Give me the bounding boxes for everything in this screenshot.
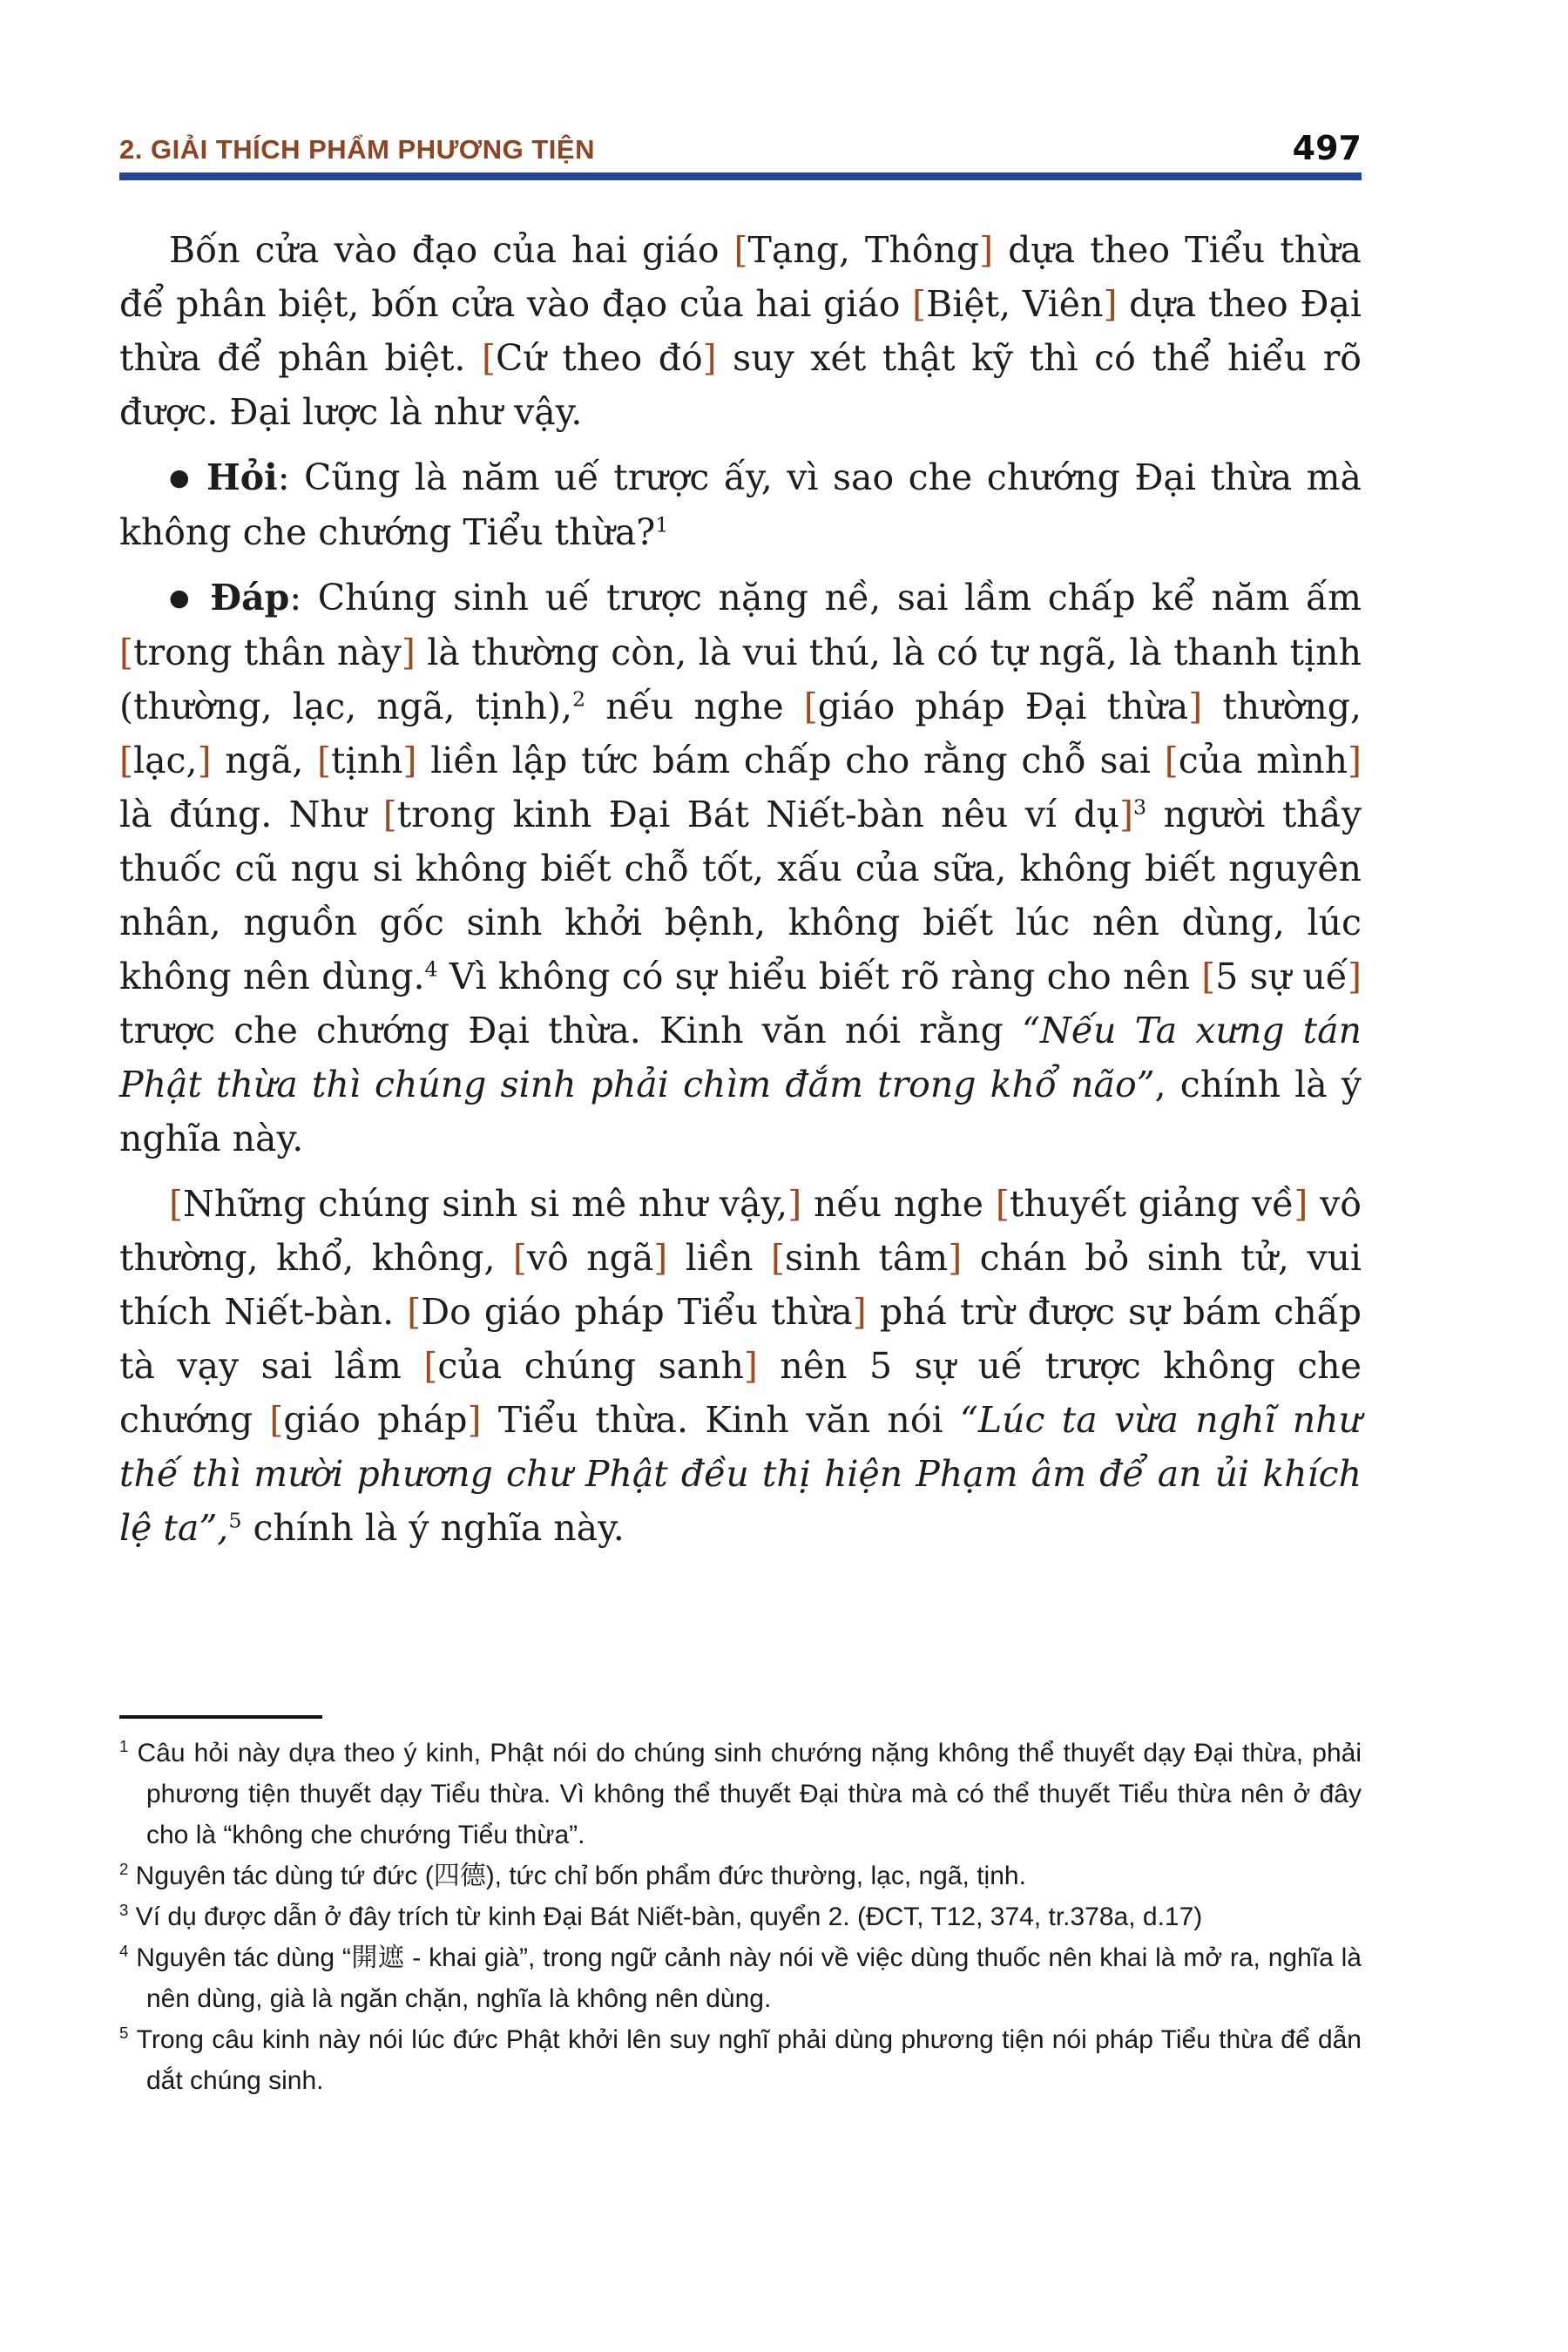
footnote-text: Câu hỏi này dựa theo ý kinh, Phật nói do chúng sinh chướng nặng không thể thuyết dạy Đại thừa, phải phương tiện thuyết dạy Tiểu thừa. Vì không thể thuyết Đại thừa mà có thể thuyết Tiểu thừa nên ở đây cho là “không che chướng Tiểu thừa”. — [128, 1739, 1362, 1849]
bracket-open-mark: [ — [803, 686, 818, 727]
text-segment: là đúng. Như — [119, 794, 383, 835]
text-segment: người thầy thuốc cũ ngu si không biết chỗ tốt, xấu của sữa, không biết nguyên nhân, nguồn gốc sinh khởi bệnh, không biết lúc nên dùng, lúc không nên dùng. — [119, 794, 1362, 997]
text-segment: Hỏi — [206, 456, 278, 498]
footnote — [119, 2019, 1362, 2101]
body-paragraph — [119, 450, 1362, 559]
bracketed-text: vô ngã — [526, 1237, 654, 1279]
bracket-close-mark: ] — [787, 1183, 802, 1225]
footnote-number: 1 — [119, 1737, 129, 1755]
footnote-ref: 1 — [655, 512, 669, 537]
bracketed-text: của mình — [1178, 740, 1348, 781]
bracket-open-mark: [ — [482, 337, 497, 379]
bracket-open-mark: [ — [733, 229, 748, 271]
bracket-open-mark: [ — [317, 740, 332, 781]
bracket-open-mark: [ — [382, 794, 397, 835]
bracket-close-mark: ] — [852, 1291, 867, 1333]
bracket-open-mark: [ — [407, 1291, 422, 1333]
footnote-text: Ví dụ được dẫn ở đây trích từ kinh Đại Bát Niết-bàn, quyển 2. (ĐCT, T12, 374, tr.378a, d.17) — [128, 1903, 1203, 1931]
text-segment: là thường còn, là vui thú, là có tự ngã, là thanh tịnh (thường, lạc, ngã, tịnh), — [119, 632, 1362, 727]
text-segment: chính là ý nghĩa này. — [241, 1507, 625, 1549]
chapter-header: 2. GIẢI THÍCH PHẨM PHƯƠNG TIỆN — [119, 134, 595, 165]
page-number: 497 — [1292, 129, 1362, 167]
bracket-close-mark: ] — [1103, 283, 1118, 325]
bracketed-text: của chúng sanh — [437, 1345, 744, 1387]
bracket-close-mark: ] — [1348, 740, 1362, 781]
text-segment: Tiểu thừa. Kinh văn nói — [481, 1399, 960, 1441]
bracket-open-mark: [ — [269, 1399, 284, 1441]
bracketed-text: tịnh — [331, 740, 403, 781]
bracket-open-mark: [ — [1164, 740, 1179, 781]
footnote-text: Trong câu kinh này nói lúc đức Phật khởi lên suy nghĩ phải dùng phương tiện nói pháp Tiểu thừa để dẫn dắt chúng sinh. — [128, 2025, 1362, 2095]
bracket-close-mark: ] — [401, 632, 416, 673]
bracketed-text: thuyết giảng về — [1009, 1183, 1294, 1225]
footnote-ref: 4 — [424, 956, 438, 982]
bracketed-text: trong thân này — [133, 632, 402, 673]
text-segment: “Nếu Ta xưng tán Phật thừa thì chúng sinh phải chìm đắm trong khổ não” — [119, 1010, 1362, 1105]
footnote — [119, 1896, 1362, 1937]
text-segment: vô thường, khổ, không, — [119, 1183, 1362, 1279]
text-segment: “Lúc ta vừa nghĩ như thế thì mười phương chư Phật đều thị hiện Phạm âm để an ủi khích lệ ta”, — [119, 1399, 1362, 1549]
footnote-number: 2 — [119, 1860, 129, 1878]
footnote-number: 3 — [119, 1901, 129, 1919]
bracket-open-mark: [ — [995, 1183, 1010, 1225]
bracketed-text: Tạng, Thông — [747, 229, 980, 271]
bullet-icon: ● — [169, 585, 211, 612]
footnote-ref: 2 — [572, 686, 586, 712]
footnotes — [119, 1733, 1362, 2101]
bracket-close-mark: ] — [197, 740, 212, 781]
text-segment: dựa theo Đại thừa để phân biệt. — [119, 283, 1362, 379]
body-paragraph — [119, 223, 1362, 439]
text-segment: dựa theo Tiểu thừa để phân biệt, bốn cửa vào đạo của hai giáo — [119, 229, 1362, 325]
bracketed-text: lạc, — [133, 740, 198, 781]
bracketed-text: Do giáo pháp Tiểu thừa — [421, 1291, 853, 1333]
text-segment: trược che chướng Đại thừa. Kinh văn nói rằng — [119, 1010, 1022, 1051]
bracket-close-mark: ] — [1294, 1183, 1308, 1225]
footnote-ref: 5 — [228, 1508, 242, 1533]
bracket-open-mark: [ — [119, 632, 133, 673]
text-segment: Vì không có sự hiểu biết rõ ràng cho nên — [437, 956, 1202, 997]
footnote-ref: 3 — [1133, 794, 1147, 820]
text-segment: Đáp — [210, 577, 290, 618]
bracket-open-mark: [ — [912, 283, 927, 325]
bullet-icon: ● — [169, 464, 207, 491]
bracket-close-mark: ] — [948, 1237, 963, 1279]
bracketed-text: giáo pháp — [283, 1399, 468, 1441]
bracket-close-mark: ] — [653, 1237, 668, 1279]
text-segment: , chính là ý nghĩa này. — [119, 1064, 1362, 1159]
bracket-open-mark: [ — [771, 1237, 785, 1279]
header-rule — [119, 172, 1362, 180]
footnote — [119, 1733, 1362, 1855]
bracket-close-mark: ] — [467, 1399, 482, 1441]
footnote-text: Nguyên tác dùng “開遮 - khai già”, trong ngữ cảnh này nói về việc dùng thuốc nên khai là mở ra, nghĩa là nên dùng, già là ngăn chặn, nghĩa là không nên dùng. — [128, 1943, 1362, 2013]
text-segment: phá trừ được sự bám chấp tà vạy sai lầm — [119, 1291, 1362, 1387]
bracket-close-mark: ] — [743, 1345, 758, 1387]
page-header — [119, 122, 1362, 167]
text-segment: nếu nghe — [585, 686, 804, 727]
footnote-number: 4 — [119, 1942, 129, 1960]
bracketed-text: Cứ theo đó — [496, 337, 703, 379]
bracket-open-mark: [ — [1201, 956, 1216, 997]
bracket-close-mark: ] — [1348, 956, 1362, 997]
text-segment: liền — [667, 1237, 771, 1279]
text-segment: : Chúng sinh uế trược nặng nề, sai lầm chấp kể năm ấm — [289, 577, 1362, 618]
text-segment: : Cũng là năm uế trược ấy, vì sao che chướng Đại thừa mà không che chướng Tiểu thừa? — [119, 456, 1362, 553]
bracket-open-mark: [ — [423, 1345, 438, 1387]
footnote — [119, 1855, 1362, 1896]
bracket-close-mark: ] — [702, 337, 717, 379]
bracket-close-mark: ] — [1119, 794, 1134, 835]
bracketed-text: giáo pháp Đại thừa — [817, 686, 1189, 727]
body-text — [119, 223, 1362, 1566]
bracketed-text: 5 sự uế — [1215, 956, 1348, 997]
bracketed-text: Biệt, Viên — [926, 283, 1104, 325]
bracket-close-mark: ] — [402, 740, 417, 781]
text-segment: suy xét thật kỹ thì có thể hiểu rõ được. Đại lược là như vậy. — [119, 337, 1362, 433]
bracket-open-mark: [ — [169, 1183, 183, 1225]
bracketed-text: trong kinh Đại Bát Niết-bàn nêu ví dụ — [396, 794, 1120, 835]
body-paragraph — [119, 571, 1362, 1166]
bracket-open-mark: [ — [512, 1237, 527, 1279]
bracketed-text: Những chúng sinh si mê như vậy, — [183, 1183, 788, 1225]
bracket-close-mark: ] — [979, 229, 994, 271]
footnote-text: Nguyên tác dùng tứ đức (四德), tức chỉ bốn phẩm đức thường, lạc, ngã, tịnh. — [128, 1862, 1026, 1890]
footnote-separator — [119, 1715, 322, 1719]
footnote-number: 5 — [119, 2024, 129, 2042]
text-segment: chán bỏ sinh tử, vui thích Niết-bàn. — [119, 1237, 1362, 1333]
text-segment: ngã, — [211, 740, 318, 781]
footnote — [119, 1937, 1362, 2019]
bracket-open-mark: [ — [119, 740, 133, 781]
text-segment: nếu nghe — [801, 1183, 996, 1225]
text-segment: Bốn cửa vào đạo của hai giáo — [169, 229, 734, 271]
body-paragraph — [119, 1177, 1362, 1555]
bracket-close-mark: ] — [1188, 686, 1203, 727]
text-segment: nên 5 sự uế trược không che chướng — [119, 1345, 1362, 1441]
text-segment: thường, — [1202, 686, 1362, 727]
text-segment: liền lập tức bám chấp cho rằng chỗ sai — [416, 740, 1165, 781]
bracketed-text: sinh tâm — [785, 1237, 949, 1279]
